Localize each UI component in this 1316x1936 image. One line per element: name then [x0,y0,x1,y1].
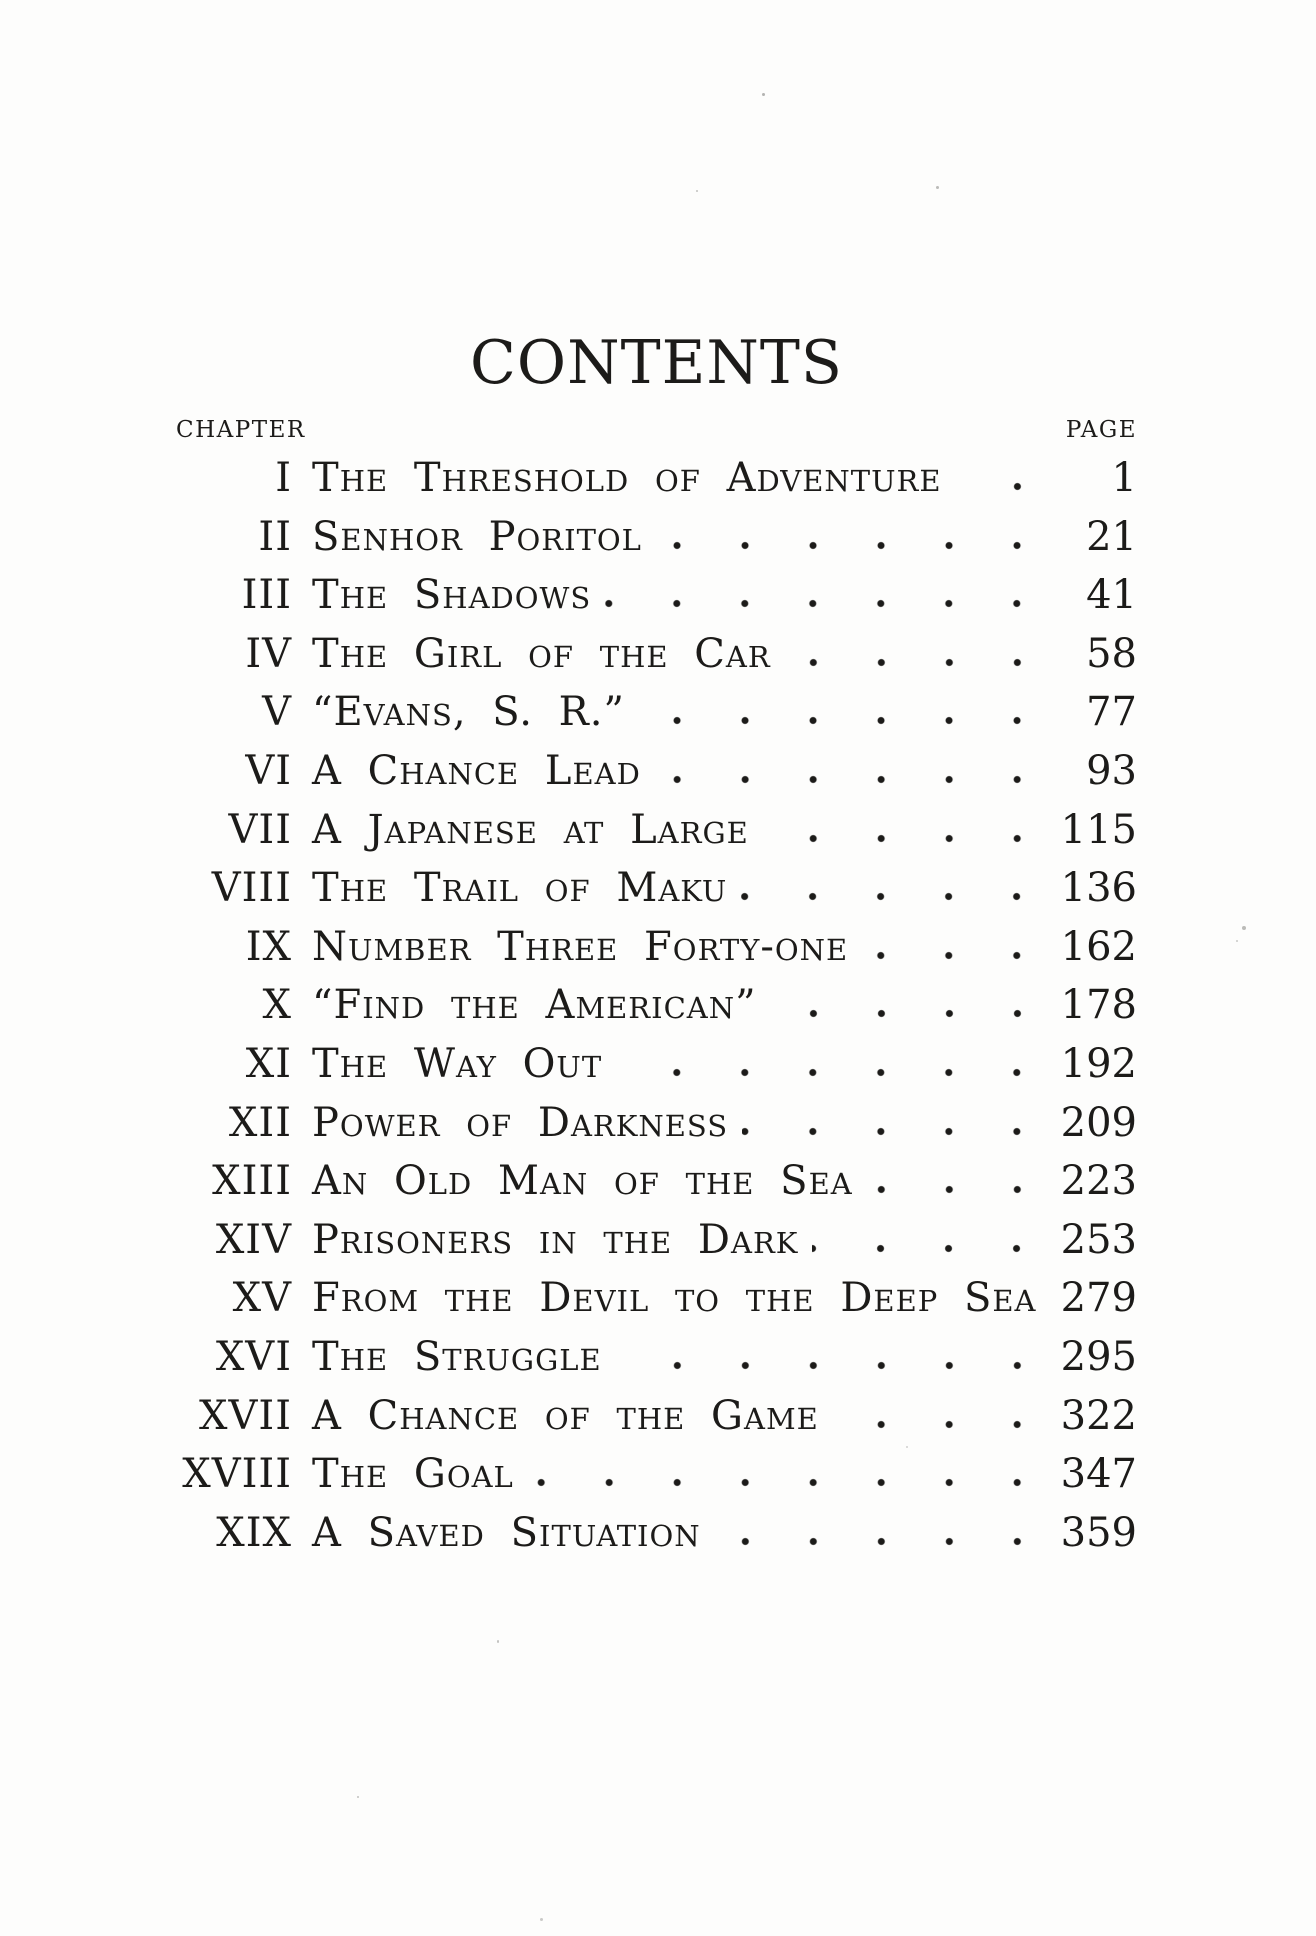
toc-entry [176,748,1137,807]
dot-leader [656,520,1053,550]
chapter-number: X [262,982,292,1029]
page-number: 322 [1060,1392,1137,1439]
toc-entry [176,572,1137,631]
page-number: 136 [1060,865,1137,912]
chapter-title: THE TRAIL OF MAKU [312,865,728,912]
page-number: 1 [1111,455,1137,501]
toc-column-headers [176,417,1137,443]
dot-leader [785,637,1053,667]
toc-entry [176,1275,1137,1334]
page-title: CONTENTS [469,328,844,398]
chapter-title: A CHANCE OF THE GAME [312,1392,819,1439]
toc-entry [176,1334,1137,1393]
scan-speck [936,186,939,189]
page-number: 209 [1060,1099,1137,1146]
chapter-title: FROM THE DEVIL TO THE DEEP SEA [312,1275,1037,1322]
chapter-number: I [275,455,292,501]
scan-speck [762,93,765,96]
toc-entry [176,514,1137,573]
toc-entry [176,865,1137,924]
scan-speck [497,1640,499,1643]
chapter-title: THE GOAL [312,1451,514,1498]
dot-leader [605,578,1053,608]
chapter-title: THE THRESHOLD OF ADVENTURE [312,455,942,501]
chapter-number: XVIII [182,1451,292,1498]
dot-leader [771,988,1053,1018]
chapter-title: A JAPANESE AT LARGE [312,806,749,853]
page-number: 253 [1060,1216,1137,1263]
scan-speck [1242,926,1246,930]
toc-entry [176,1217,1137,1276]
chapter-title: THE SHADOWS [312,572,592,619]
chapter-number: XIII [212,1158,292,1205]
page-number: 93 [1086,747,1137,794]
page-number: 223 [1060,1158,1137,1205]
chapter-number: XVII [199,1392,292,1439]
chapter-title: “FIND THE AMERICAN” [312,982,757,1029]
dot-leader [742,1106,1053,1136]
page-number: 77 [1086,689,1137,736]
dot-leader [812,1223,1053,1253]
dot-leader [956,461,1053,491]
scan-speck [906,1446,908,1448]
toc-entry [176,689,1137,748]
chapter-number: II [258,513,292,560]
chapter-number: VII [228,806,292,853]
chapter-number: XV [232,1275,292,1322]
chapter-number: XVI [215,1333,292,1380]
chapter-title: A SAVED SITUATION [312,1509,701,1556]
chapter-number: V [262,689,292,736]
chapter-title: AN OLD MAN OF THE SEA [312,1158,853,1205]
chapter-number: VIII [211,865,292,912]
chapter-number: VI [245,747,292,794]
scan-speck [696,190,698,192]
toc-entry [176,982,1137,1041]
dot-leader [862,930,1053,960]
chapter-number: III [241,572,292,619]
toc-entry [176,1158,1137,1217]
toc-entry [176,1100,1137,1159]
toc-entry [176,1393,1137,1452]
toc-entry [176,1451,1137,1510]
page-number: 115 [1060,806,1137,853]
toc-entry [176,924,1137,983]
page-column-label: PAGE [1065,417,1137,443]
scan-speck [540,1918,543,1921]
page-number: 359 [1060,1509,1137,1556]
dot-leader [528,1457,1053,1487]
dot-leader [715,1516,1053,1546]
page-number: 295 [1060,1333,1137,1380]
page-number: 162 [1060,923,1137,970]
scan-speck [357,1796,359,1798]
chapter-number: XIX [216,1509,292,1556]
page-number: 41 [1086,572,1137,619]
dot-leader [763,813,1053,843]
dot-leader [741,871,1053,901]
chapter-title: A CHANCE LEAD [312,747,641,794]
dot-leader [616,1340,1053,1370]
page-number: 347 [1060,1451,1137,1498]
dot-leader [639,695,1053,725]
toc-entry [176,455,1137,514]
dot-leader [867,1164,1053,1194]
chapter-title: THE WAY OUT [312,1040,603,1087]
dot-leader [616,1047,1053,1077]
dot-leader [833,1399,1053,1429]
toc-entry [176,1041,1137,1100]
toc-entry [176,1510,1137,1569]
page-number: 58 [1086,630,1137,677]
toc-entry [176,807,1137,866]
scan-speck [1236,940,1238,942]
page-number: 279 [1060,1275,1137,1322]
chapter-number: IX [245,923,292,970]
chapter-title: PRISONERS IN THE DARK [312,1216,799,1263]
chapter-title: NUMBER THREE FORTY-ONE [312,923,849,970]
chapter-title: POWER OF DARKNESS [312,1099,729,1146]
toc-entry [176,631,1137,690]
page-number: 21 [1086,513,1137,560]
chapter-title: SENHOR PORITOL [312,513,642,560]
table-of-contents [176,455,1137,1568]
chapter-number: XIV [215,1216,292,1263]
page-number: 192 [1060,1040,1137,1087]
chapter-title: THE STRUGGLE [312,1333,602,1380]
chapter-title: THE GIRL OF THE CAR [312,630,771,677]
chapter-title: “EVANS, S. R.” [312,689,625,736]
chapter-number: XI [245,1040,292,1087]
chapter-number: XII [228,1099,292,1146]
chapter-column-label: CHAPTER [176,417,306,443]
chapter-number: IV [245,630,292,677]
page-number: 178 [1060,982,1137,1029]
dot-leader [655,754,1053,784]
